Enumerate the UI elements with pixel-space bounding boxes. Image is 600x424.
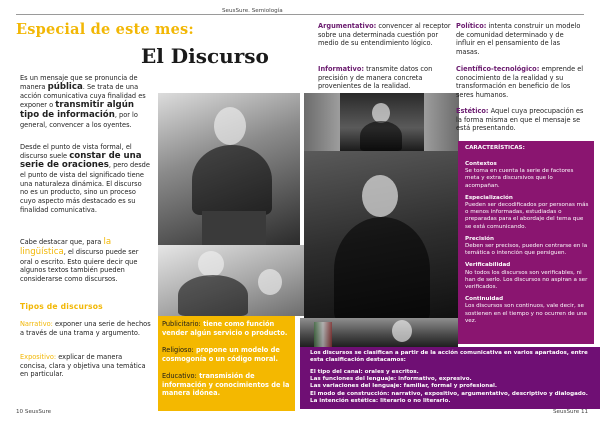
narrativo-text: exponer una serie de hechos a través de una trama y argumento. (20, 320, 151, 337)
clasificacion-list (310, 369, 594, 405)
clasificacion-box (300, 347, 600, 409)
highlight-linguistica: la lingüística (20, 237, 112, 257)
narrativo-item (20, 320, 151, 337)
carac-label: Precisión (465, 235, 494, 242)
carac-text: Se toma en cuenta la serie de factores meta y extra discursivos que lo acompañan. (465, 168, 574, 189)
carac-label: Especialización (465, 194, 513, 201)
carac-text: Deben ser precisos, pueden centrarse en la temática o intención que persiguen. (465, 243, 588, 257)
politico-item (456, 22, 584, 56)
caracteristicas-title: CARACTERÍSTICAS: (465, 145, 525, 151)
text-span: , el discurso puede ser oral o escrito. Esto quiere decir que algunos textos también pueden considerarse como discursos. (20, 247, 139, 283)
religioso-text: propone un modelo de cosmogonía o un código moral. (162, 346, 280, 363)
photo-woman-at-podium (158, 93, 300, 245)
formal-paragraph (20, 143, 151, 214)
text-span: . Se trata de una acción comunicativa cuya finalidad es exponer o (20, 82, 146, 109)
photo-man-speaking (300, 318, 458, 347)
educativo-text: transmisión de información y conocimientos de la manera idónea. (162, 372, 290, 398)
narrativo-label: Narrativo: (20, 320, 53, 328)
header-brand: SeusSure. Semiología (219, 8, 286, 14)
politico-label: Político: (456, 22, 487, 30)
flag (314, 322, 332, 347)
photo-figure (192, 145, 272, 215)
politico-text: intenta construir un modelo de comunidad determinado y de influir en el pensamiento de las masas. (456, 22, 581, 56)
flag (424, 93, 459, 151)
clasificacion-line: La intención estética: literario o no literario. (310, 397, 451, 404)
text-span: Desde el punto de vista formal, el discurso suele (20, 143, 132, 160)
estetico-label: Estético: (456, 107, 489, 115)
photo-figure (360, 121, 402, 151)
caracteristicas-list (465, 161, 589, 325)
highlight-oraciones: constar de una serie de oraciones (20, 150, 142, 171)
argumentativo-text: convencer al receptor sobre una determinada cuestión por medio de su entendimiento lógico. (318, 22, 451, 48)
carac-text: No todos los discursos son verificables, ni han de serlo. Los discursos no aspiran a ser verificados. (465, 269, 588, 291)
cientifico-item (456, 65, 584, 99)
intro-paragraph (20, 74, 151, 129)
text-span: Es un mensaje que se pronuncia de manera (20, 74, 138, 91)
highlight-transmitir: transmitir algún tipo de información (20, 99, 134, 120)
clasificacion-line: Las variaciones del lenguaje: familiar, formal y profesional. (310, 383, 498, 390)
flag (304, 93, 340, 151)
expositivo-text: explicar de manera concisa, clara y objetiva una temática en particular. (20, 353, 146, 379)
photo-figure (198, 251, 224, 277)
informativo-text: transmite datos con precisión y de manera concreta provenientes de la realidad. (318, 65, 433, 91)
footer-right: SeusSure 11 (553, 409, 589, 415)
caracteristicas-box (458, 141, 594, 344)
cientifico-label: Científico-tecnológico: (456, 65, 540, 73)
carac-label: Continuidad (465, 296, 504, 303)
publicitario-text: tiene como función vender algún servicio o producto. (162, 320, 288, 337)
carac-text: Pueden ser decodificados por personas más o menos informadas, estudiadas o preparadas para el abordaje del tema que se está comunicando. (465, 202, 589, 230)
text-span: Cabe destacar que, para (20, 238, 104, 246)
yellow-types-box (158, 316, 295, 411)
header-rule-left (16, 14, 309, 15)
religioso-item (162, 346, 291, 363)
header-rule-right (300, 14, 584, 15)
linguistica-paragraph (20, 238, 151, 283)
argumentativo-label: Argumentativo: (318, 22, 377, 30)
clasificacion-line: El tipo del canal: orales y escritos. (310, 369, 419, 375)
argumentativo-item (318, 22, 451, 48)
photo-man-at-microphones (304, 151, 459, 323)
religioso-label: Religioso: (162, 346, 194, 354)
educativo-item (162, 372, 291, 398)
publicitario-item (162, 320, 291, 337)
carac-text: Los discursos son continuos, vale decir, se sostienen en el tiempo y no ocurren de una vez. (465, 303, 587, 324)
podium (202, 211, 266, 245)
highlight-publica: pública (47, 81, 83, 92)
text-span: , por lo general, convencer a los oyentes. (20, 110, 138, 129)
clasificacion-line: Las funciones del lenguaje: informativo, expresivo. (310, 376, 472, 383)
tipos-heading: Tipos de discursos (20, 302, 103, 311)
text-span: , pero desde el punto de vista del significado tiene una naturaleza dinámica. El discurso no es un producto, sino un proceso cuyo aspecto más destacado es su finalidad comunicativa. (20, 161, 150, 214)
estetico-text: Aquel cuya preocupación es la forma misma en que el mensaje se está presentando. (456, 107, 584, 133)
cientifico-text: emprende el conocimiento de la realidad y su transformación en beneficio de los seres humanos. (456, 65, 584, 99)
publicitario-label: Publicitario: (162, 320, 201, 328)
informativo-item (318, 65, 451, 91)
photo-man-gesturing (158, 245, 304, 316)
photo-figure (392, 320, 412, 342)
educativo-label: Educativo: (162, 372, 197, 380)
expositivo-label: Expositivo: (20, 353, 57, 361)
photo-figure (362, 175, 398, 217)
especial-heading: Especial de este mes: (16, 21, 194, 38)
photo-figure (178, 275, 248, 316)
estetico-item (456, 107, 584, 133)
photo-figure (258, 269, 282, 295)
clasificacion-intro: Los discursos se clasifican a partir de la acción comunicativa en varios apartados, entre esta clasificación destacamos: (310, 350, 588, 364)
carac-label: Verificabilidad (465, 262, 511, 269)
carac-label: Contextos (465, 161, 497, 167)
photo-man-at-lectern-flags (304, 93, 459, 151)
photo-figure (372, 103, 390, 123)
expositivo-item (20, 353, 151, 379)
photo-figure (334, 217, 430, 323)
informativo-label: Informativo: (318, 65, 364, 73)
footer-left: 10 SeusSure (16, 409, 52, 415)
clasificacion-line: El modo de construcción: narrativo, expositivo, argumentativo, descriptivo y dialogado. (310, 390, 588, 397)
page-title: El Discurso (141, 44, 269, 68)
photo-figure (214, 107, 246, 145)
